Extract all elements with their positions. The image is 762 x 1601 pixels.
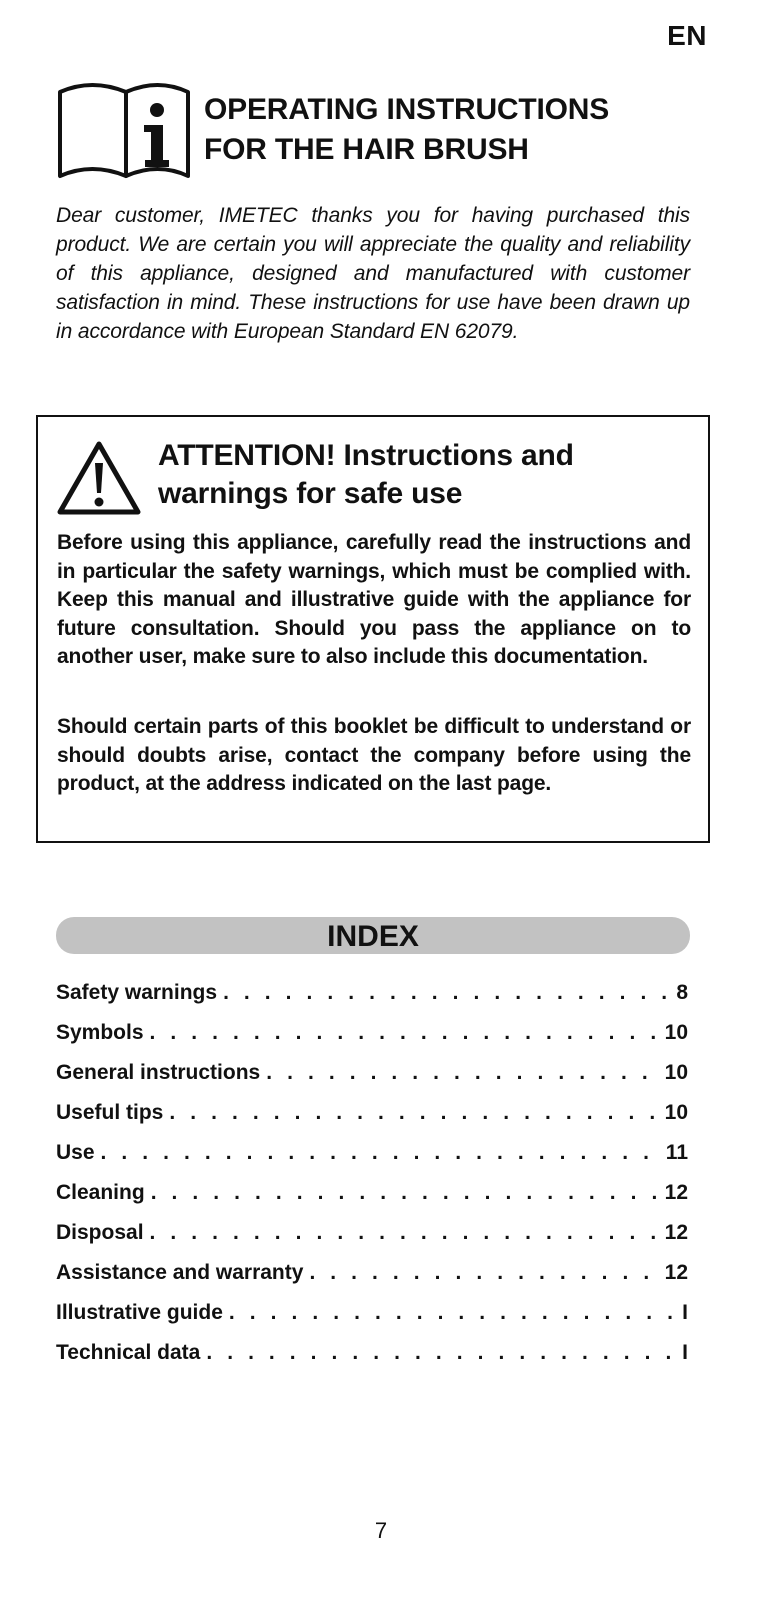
- attention-title: [158, 437, 574, 513]
- toc-entry-disposal[interactable]: [56, 1221, 688, 1261]
- toc-entry-cleaning[interactable]: [56, 1181, 688, 1221]
- toc-leader-dots: [150, 1221, 659, 1245]
- toc-entry-page: I: [682, 1301, 688, 1324]
- toc-entry-page: 12: [664, 1221, 688, 1244]
- toc-entry-use[interactable]: [56, 1141, 688, 1181]
- document-title: [204, 90, 609, 170]
- toc-entry-label: Cleaning: [56, 1181, 145, 1204]
- toc-leader-dots: [150, 1021, 659, 1045]
- info-manual-icon: [56, 80, 192, 180]
- toc-entry-label: Useful tips: [56, 1101, 164, 1124]
- toc-entry-technical-data[interactable]: [56, 1341, 688, 1381]
- toc-leader-dots: [229, 1301, 676, 1325]
- toc-entry-illustrative-guide[interactable]: [56, 1301, 688, 1341]
- attention-paragraph-2: Should certain parts of this booklet be difficult to understand or should doubts arise, contact the company before using the product, at the address indicated on the last page.: [57, 715, 691, 795]
- language-code: EN: [667, 20, 707, 51]
- toc-entry-page: 12: [664, 1261, 688, 1284]
- toc-entry-page: 11: [665, 1141, 688, 1164]
- attention-header: [56, 439, 574, 517]
- toc-entry-label: General instructions: [56, 1061, 261, 1084]
- toc-leader-dots: [223, 981, 670, 1005]
- toc-entry-page: 10: [664, 1061, 688, 1084]
- warning-triangle-icon: [56, 439, 142, 517]
- toc-leader-dots: [101, 1141, 660, 1165]
- toc-entry-useful-tips[interactable]: [56, 1101, 688, 1141]
- title-line-2: FOR THE HAIR BRUSH: [204, 133, 529, 166]
- toc-leader-dots: [169, 1101, 658, 1125]
- index-heading: INDEX: [56, 917, 690, 954]
- attention-box: [36, 415, 710, 843]
- attention-paragraph-1: Before using this appliance, carefully read the instructions and in particular the safety warnings, which must be complied with. Keep this manual and illustrative guide with the appliance for future consultation. Should you pass the appliance on to another user, make sure to also include this documentation.: [57, 531, 691, 668]
- attention-title-line-2: warnings for safe use: [158, 477, 463, 510]
- toc-entry-label: Illustrative guide: [56, 1301, 223, 1324]
- toc-entry-label: Assistance and warranty: [56, 1261, 304, 1284]
- toc-entry-page: 12: [664, 1181, 688, 1204]
- title-line-1: OPERATING INSTRUCTIONS: [204, 93, 610, 126]
- toc-entry-general-instructions[interactable]: [56, 1061, 688, 1101]
- toc-entry-page: 10: [664, 1021, 688, 1044]
- toc-entry-symbols[interactable]: [56, 1021, 688, 1061]
- toc-entry-assistance-and-warranty[interactable]: [56, 1261, 688, 1301]
- toc-entry-page: 10: [664, 1101, 688, 1124]
- toc-leader-dots: [266, 1061, 658, 1085]
- toc-entry-label: Disposal: [56, 1221, 144, 1244]
- toc-leader-dots: [206, 1341, 676, 1365]
- toc-entry-page: 8: [676, 981, 688, 1004]
- toc-leader-dots: [309, 1261, 658, 1285]
- toc-entry-label: Technical data: [56, 1341, 201, 1364]
- toc-entry-label: Symbols: [56, 1021, 144, 1044]
- table-of-contents: [56, 981, 688, 1381]
- toc-entry-label: Safety warnings: [56, 981, 218, 1004]
- toc-leader-dots: [151, 1181, 659, 1205]
- page-number: 7: [374, 1518, 388, 1543]
- toc-entry-label: Use: [56, 1141, 95, 1164]
- document-header: [56, 80, 706, 180]
- toc-entry-safety-warnings[interactable]: [56, 981, 688, 1021]
- toc-entry-page: I: [682, 1341, 688, 1364]
- attention-title-line-1: ATTENTION! Instructions and: [158, 439, 574, 472]
- intro-paragraph: Dear customer, IMETEC thanks you for having purchased this product. We are certain you will appreciate the quality and reliability of this appliance, designed and manufactured with customer satisfaction in mind. These instructions for use have been drawn up in accordance with European Standard EN 62079.: [56, 204, 690, 343]
